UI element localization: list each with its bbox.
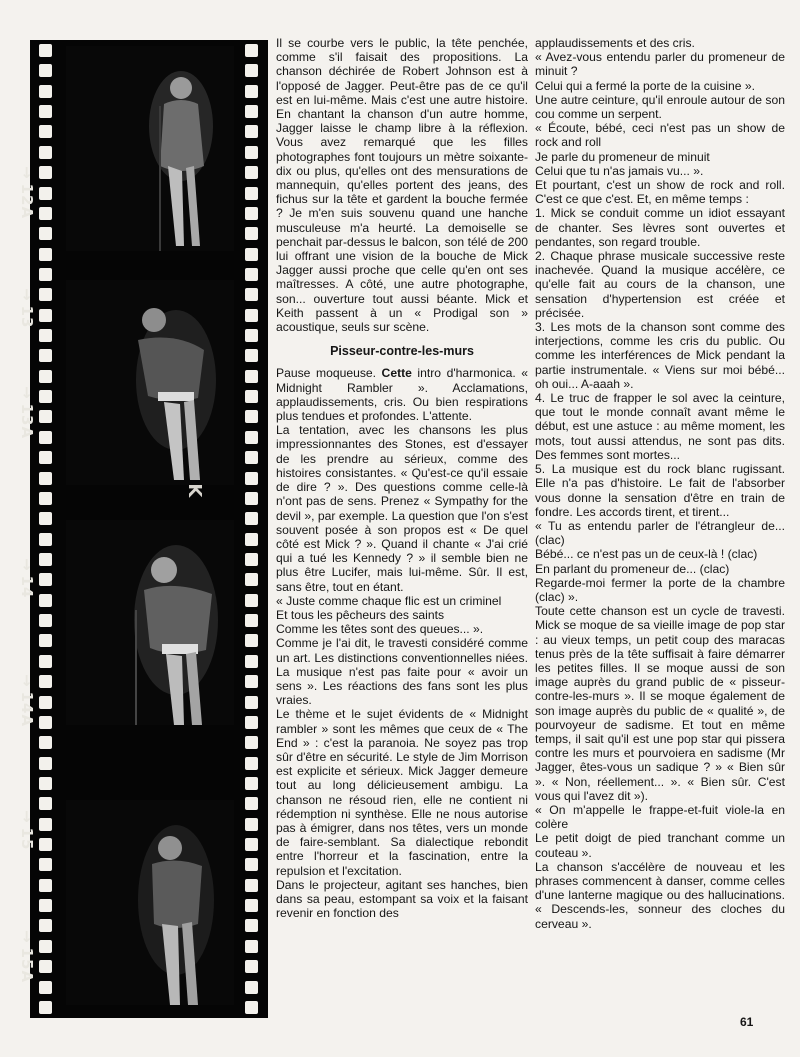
frame-number-14: →14 (18, 558, 36, 599)
film-contact-strip (18, 40, 268, 1018)
singer-photo-1 (66, 46, 234, 251)
lyric-line: Et tous les pêcheurs des saints (276, 607, 445, 622)
paragraph: Une autre ceinture, qu'il enroule autour de son cou comme un serpent. (535, 92, 785, 122)
lyric-line: Je parle du promeneur de minuit (535, 149, 710, 164)
lyric-line: Le petit doigt de pied tranchant comme un couteau ». (535, 831, 785, 860)
article-column-2 (535, 36, 785, 931)
numbered-item: 1. Mick se conduit comme un idiot essayant de chanter. Ses lèvres sont ouvertes et pendantes, son regard trouble. (535, 206, 785, 249)
lyric-line: « Écoute, bébé, ceci n'est pas un show de rock and roll (535, 121, 785, 150)
singer-photo-3 (66, 520, 234, 725)
sprocket-holes-right (245, 44, 259, 1014)
paragraph: Il se courbe vers le public, la tête penchée, comme s'il faisait des propositions. La chanson déchirée de Robert Johnson est à l'opposé de Jagger. Peut-être pas de ce qu'il est en lui-même. Mais c'est une autre histoire. En chantant la chanson d'un autre homme, Jagger laisse le champ libre à la réflexion. Vous avez remarqué que les filles photographes font toujours un mètre soixante-dix ou plus, qu'elles ont des mensurations de mannequin, qu'elles portent des jeans, des fichus sur la tête et gardent la bouche fermée ? Je m'en suis souvenu quand une hanche musculeuse m'a heurté. La demoiselle se penchait par-dessus le balcon, son télé de 200 lui offrant une vision de la bouche de Mick Jagger aussi proche que celle qu'en ont ses maîtresses. A côté, une autre photographe, son... ouverture tout aussi béante. Mick et Keith passent à un « Prodigal son » acoustique, seuls sur scène. (276, 36, 528, 335)
paragraph: Toute cette chanson est un cycle de travesti. Mick se moque de sa vieille image de pop star : au vieux temps, un petit coup des maracas tenus près de la tête suffisait à faire démarrer les petites filles. Il se moque aussi de son image auprès du grand public de « pisseur-contre-les-murs ». Il se moque également de son image auprès du public de « qualité », de pourvoyeur de sadisme. Et tout en même temps, il sait qu'il est une pop star qui pissera contre les murs et pourvoiera en sadisme (Mr Jagger, êtes-vous un sadique ? » « Bien sûr ». « Non, réellement... ». « Bien sûr. C'est vous qui l'avez dit »). (535, 604, 785, 803)
frame-number-13: →13 (18, 288, 36, 329)
paragraph: Le thème et le sujet évidents de « Midnight rambler » sont les mêmes que ceux de « The End » : c'est la paranoia. Ne soyez pas trop sûr d'être en sécurité. Le style de Jim Morrison est explicite et sérieux. Mick Jagger demeure tout au long délicieusement ambigu. La chanson ne résoud rien, elle ne contient ni rédemption ni synthèse. Elle ne nous autorise pas à émigrer, dans nos têtes, vers un monde de faire-semblant. Sa dialectique rebondit entre l'horreur et la fascination, entre la repulsion et l'excitation. (276, 707, 528, 878)
singer-photo-4 (66, 800, 234, 1005)
page-number: 61 (740, 1015, 754, 1029)
lyric-line: Bébé... ce n'est pas un de ceux-là ! (clac) (535, 547, 758, 562)
paragraph: Comme je l'ai dit, le travesti considéré comme un art. Les distinctions conventionnelles niées. La musique n'est pas faite pour « avoir un sens ». Les réactions des fans sont les plus vraies. (276, 636, 528, 708)
paragraph: Dans le projecteur, agitant ses hanches, bien dans sa peau, estompant sa voix et la faisant revenir en fonction des (276, 877, 528, 921)
frame-number-15a: →15A (18, 930, 36, 984)
paragraph: applaudissements et des cris. (535, 36, 695, 50)
frame-number-13a: →13A (18, 386, 36, 440)
paragraph: Pause moqueuse. Cette intro d'harmonica. « Midnight Rambler ». Acclamations, applaudissements, cris. Ou bien respirations plus tendues et profondes. L'attente. (276, 366, 528, 424)
photo-frame-4 (66, 800, 234, 1005)
photo-frame-1 (66, 46, 234, 251)
frame-number-15: →15 (18, 810, 36, 851)
numbered-item: 5. La musique est du rock blanc rugissant. Elle n'a pas d'histoire. Le fait de l'absorber vous donne la sensation d'être en train de fondre. Les accords tirent, et tirent... (535, 462, 785, 519)
lyric-line: « Avez-vous entendu parler du promeneur de minuit ? (535, 50, 785, 79)
lyric-line: Comme les têtes sont des queues... ». (276, 622, 484, 637)
lyric-line: « Tu as entendu parler de l'étrangleur de... (clac) (535, 518, 785, 548)
lyric-line: Regarde-moi fermer la porte de la chambre (clac) ». (535, 575, 785, 604)
lyric-line: En parlant du promeneur de... (clac) (535, 561, 730, 576)
lyric-line: « On m'appelle le frappe-et-fuit viole-la en colère (535, 802, 785, 832)
lyric-line: Celui que tu n'as jamais vu... ». (535, 163, 704, 178)
paragraph: La chanson s'accélère de nouveau et les phrases commencent à danser, comme celles d'une lanterne magique ou des hallucinations. « Descends-les, sonneur des cloches du cerveau ». (535, 859, 785, 931)
section-subheading: Pisseur-contre-les-murs (330, 344, 474, 359)
numbered-item: 4. Le truc de frapper le sol avec la ceinture, que tout le monde connaît avant même le début, est une astuce : au même moment, les mots, tout aussi attendus, ne sont pas dits. Des femmes sont mortes... (535, 391, 785, 462)
article-column-1 (276, 36, 528, 920)
sprocket-holes-left (39, 44, 53, 1014)
singer-photo-2 (66, 280, 234, 485)
lyric-line: Celui qui a fermé la porte de la cuisine ». (535, 78, 756, 93)
photo-frame-3 (66, 520, 234, 725)
frame-number-14a: →14A (18, 674, 36, 728)
paragraph: La tentation, avec les chansons les plus impressionnantes des Stones, est d'essayer de les prendre au sérieux, comme des histoires consistantes. « Qu'est-ce qu'il essaie de dire ? ». Des questions comme celle-là n'ont pas de sens. Prenez « Sympathy for the devil », par exemple. La question que l'on s'est souvent posée à son propos est « De quel côté est Mick ? ». Quand il chante « J'ai crié qui a tué les Kennedy ? » il semble bien ne plus être Lucifer, mais lui-même. Sûr. Il est, sans être, tout en étant. (276, 423, 528, 594)
paragraph: Et pourtant, c'est un show de rock and roll. C'est ce que c'est. Et, en même temps : (535, 178, 785, 207)
photo-frame-2 (66, 280, 234, 485)
numbered-item: 2. Chaque phrase musicale successive reste inachevée. Quand la musique accélère, ce qu'elle fait au cours de la chanson, une sensation d'hypertension est créée et précisée. (535, 249, 785, 320)
lyric-line: « Juste comme chaque flic est un criminel (276, 593, 502, 608)
numbered-item: 3. Les mots de la chanson sont comme des interjections, comme les cris du public. Ou comme les interférences de Mick pendant la partie instrumentale. « Viens sur moi bébé... oh oui... A-aaah ». (535, 320, 785, 391)
frame-number-12a: →12A (18, 166, 36, 220)
